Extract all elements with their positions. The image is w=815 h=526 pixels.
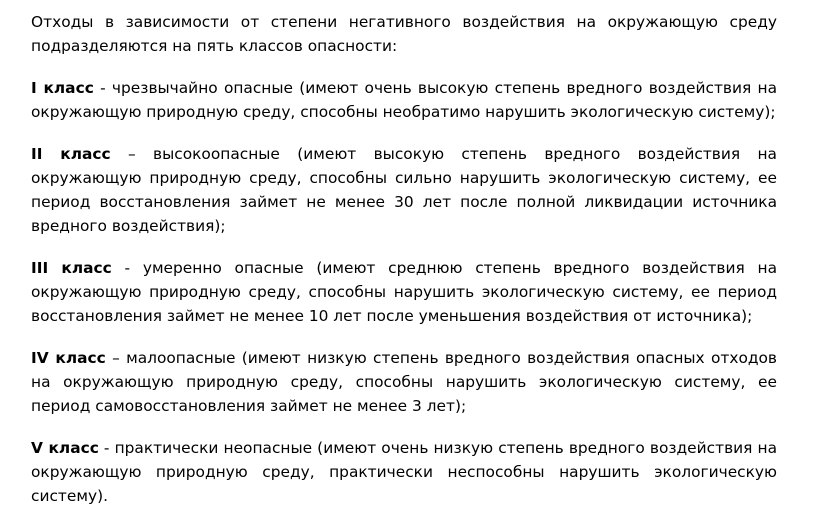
hazard-class-1-paragraph bbox=[31, 76, 777, 124]
hazard-class-5-paragraph bbox=[31, 436, 777, 508]
hazard-class-3-description: - умеренно опасные (имеют среднюю степень вредного воздействия на окружающую природную среду, способны нарушить экологическую систему, ее период восстановления займет не менее 10 лет после уменьшения воздействия от источника); bbox=[31, 259, 777, 325]
hazard-class-2-description: – высокоопасные (имеют высокую степень вредного воздействия на окружающую природную среду, способны сильно нарушить экологическую систему, ее период восстановления займет не менее 30 лет после полной ликвидации источника вредного воздействия); bbox=[31, 145, 777, 235]
hazard-class-2-label: II класс bbox=[31, 145, 111, 163]
hazard-class-4-label: IV класс bbox=[31, 349, 106, 367]
hazard-class-4-description: – малоопасные (имеют низкую степень вредного воздействия опасных отходов на окружающую природную среду, способны нарушить экологическую систему, ее период самовосстановления займет не менее 3 лет); bbox=[31, 349, 777, 415]
hazard-class-3-paragraph bbox=[31, 256, 777, 328]
hazard-class-5-label: V класс bbox=[31, 439, 99, 457]
hazard-class-2-paragraph bbox=[31, 142, 777, 238]
intro-paragraph: Отходы в зависимости от степени негативного воздействия на окружающую среду подразделяются на пять классов опасности: bbox=[31, 13, 777, 55]
hazard-class-1-description: - чрезвычайно опасные (имеют очень высокую степень вредного воздействия на окружающую природную среду, способны необратимо нарушить экологическую систему); bbox=[31, 79, 778, 121]
hazard-class-3-label: III класс bbox=[31, 259, 112, 277]
hazard-class-5-description: - практически неопасные (имеют очень низкую степень вредного воздействия на окружающую природную среду, практически неспособны нарушить экологическую систему). bbox=[31, 439, 777, 505]
hazard-class-4-paragraph bbox=[31, 346, 777, 418]
hazard-class-1-label: I класс bbox=[31, 79, 94, 97]
document-body bbox=[31, 10, 777, 526]
